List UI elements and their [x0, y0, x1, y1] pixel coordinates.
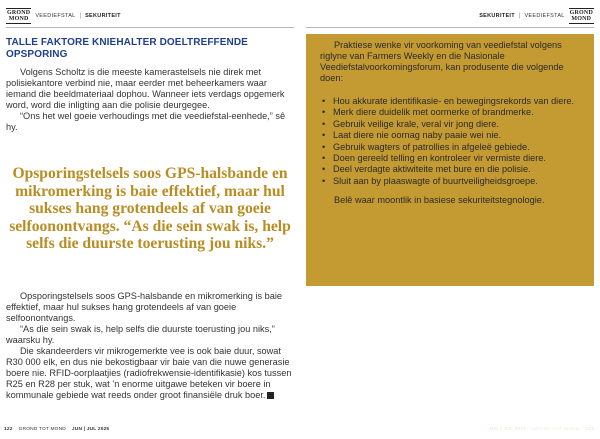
issue-date: JUN | JUL 2025 — [488, 427, 527, 432]
body-paragraph-last: Die skandeerders vir mikrogemerkte vee is ook baie duur, sowat R30 000 elk, en dus nie bekostigbaar vir baie van die nuwe generasie boere nie. RFID-oorplaatjies (radiofrekwensie-identifikasie) kos tussen R25 en R28 per stuk, wat ’n enorme uitgawe beteken vir boere in kommunale gebiede wat reeds onder groot finansiële druk boer. — [6, 346, 292, 400]
header-rule — [6, 27, 294, 28]
tips-outro: Belê waar moontlik in basiese sekuriteitstegnologie. — [334, 195, 545, 206]
body-paragraph: Volgens Scholtz is die meeste kamerastelsels nie direk met polisiekantore verbind nie, maar eerder met beheerkamers waar iemand die beeldmateriaal dophou. Wanneer iets verdags opgemerk word, word die inligting aan die polisie deurgegee. — [6, 67, 285, 110]
tips-box — [306, 34, 594, 286]
body-paragraph: “Ons het wel goeie verhoudings met die veediefstal-eenhede,” sê hy. — [6, 111, 286, 132]
header-rule — [306, 27, 594, 28]
list-item: • Gebruik veilige krale, veral vir jong diere. — [322, 118, 499, 129]
issue-date: JUN | JUL 2025 — [71, 427, 110, 432]
list-item: • Merk diere duidelik met oormerke of brandmerke. — [322, 107, 534, 118]
list-item: • Deel verdagte aktiwiteite met bure en die polisie. — [322, 164, 531, 175]
body-paragraph: “As die sein swak is, help selfs die duurste toerusting jou niks,” waarsku hy. — [6, 324, 275, 345]
magazine-name: GROND TOT MOND — [532, 427, 580, 432]
magazine-name: GROND TOT MOND — [18, 427, 66, 432]
bullet-icon: • — [322, 118, 326, 129]
article-column-bottom — [6, 291, 294, 401]
list-item: • Laat diere nie oornag naby paaie wei nie. — [322, 130, 502, 141]
header-separator: | — [518, 13, 521, 19]
section-label: VEEDIEFSTAL — [524, 13, 565, 19]
bullet-icon: • — [322, 141, 326, 152]
topic-label: SEKURITEIT — [479, 13, 515, 19]
subheading: TALLE FAKTORE KNIEHALTER DOELTREFFENDE OPSPORING — [6, 37, 248, 60]
list-item: • Doen gereeld telling en kontroleer vir vermiste diere. — [322, 153, 546, 164]
magazine-logo: GROND MOND — [569, 10, 593, 22]
bullet-icon: • — [322, 107, 326, 118]
end-of-article-icon — [267, 392, 274, 399]
footer-right — [489, 427, 594, 432]
bullet-icon: • — [322, 130, 326, 141]
section-label: VEEDIEFSTAL — [35, 13, 76, 19]
header-separator: | — [79, 13, 82, 19]
bullet-icon: • — [322, 96, 326, 106]
magazine-logo: GROND MOND — [7, 10, 31, 22]
footer-left — [4, 427, 109, 432]
topic-label: SEKURITEIT — [85, 13, 121, 19]
running-header-right — [479, 6, 594, 26]
body-paragraph: Opsporingstelsels soos GPS-halsbande en mikromerking is baie effektief, maar hul sukses hang grotendeels af van goeie selfoonontvangs. — [6, 291, 282, 323]
bullet-icon: • — [322, 175, 326, 186]
bullet-icon: • — [322, 164, 326, 175]
pull-quote: Opsporingstelsels soos GPS-halsbande en mikromerking is baie effektief, maar hul sukses hang grotendeels af van goeie selfoonontvangs. “As die sein swak is, help selfs die duurste toerusting jou niks.” — [9, 165, 291, 252]
article-column-top — [6, 37, 292, 133]
tips-intro: Praktiese wenke vir voorkoming van veediefstal volgens riglyne van Farmers Weekly en die Nasionale Veediefstalvoorkomingsforum, kan produsente die volgende doen: — [320, 40, 564, 83]
bullet-icon: • — [322, 153, 326, 164]
page-number: 123 — [585, 427, 594, 432]
running-header-left — [6, 6, 121, 26]
list-item: • Sluit aan by plaaswagte of buurtveiligheidsgroepe. — [322, 175, 538, 186]
tips-list — [320, 96, 582, 187]
list-item: • Hou akkurate identifikasie- en bewegingsrekords van diere. — [322, 96, 575, 106]
list-item: • Gebruik wagters of patrollies in afgeleë gebiede. — [322, 141, 530, 152]
page-number: 122 — [4, 427, 13, 432]
